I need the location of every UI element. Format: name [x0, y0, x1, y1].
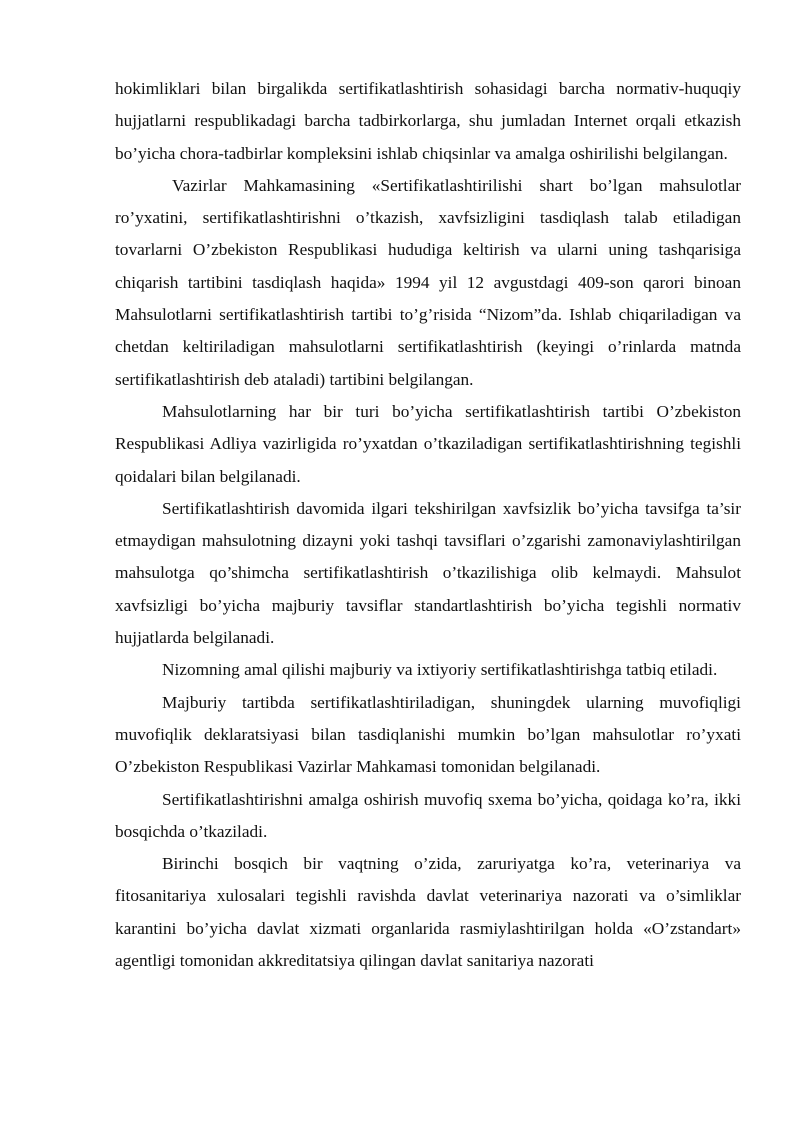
- document-body: [115, 73, 741, 977]
- paragraph-ikki-bosqich: Sertifikatlashtirishni amalga oshirish muvofiq sxema bo’yicha, qoidaga ko’ra, ikki bosqichda o’tkaziladi.: [115, 789, 741, 841]
- paragraph-nizom-amal: Nizomning amal qilishi majburiy va ixtiyoriy sertifikatlashtirishga tatbiq etiladi.: [162, 660, 718, 680]
- paragraph-mahsulotlar-turi: Mahsulotlarning har bir turi bo’yicha sertifikatlashtirish tartibi O’zbekiston Respublikasi Adliya vazirligida ro’yxatdan o’tkaziladigan sertifikatlashtirishning tegishli qoidalari bilan belgilanadi.: [115, 401, 741, 486]
- paragraph-majburiy-tartibda: Majburiy tartibda sertifikatlashtiriladigan, shuningdek ularning muvofiqligi muvofiqlik deklaratsiyasi bilan tasdiqlanishi mumkin bo’lgan mahsulotlar ro’yxati O’zbekiston Respublikasi Vazirlar Mahkamasi tomonidan belgilanadi.: [115, 692, 741, 777]
- paragraph-sertifikatlashtirish-davomida: Sertifikatlashtirish davomida ilgari tekshirilgan xavfsizlik bo’yicha tavsifga ta’sir etmaydigan mahsulotning dizayni yoki tashqi tavsiflari o’zgarishi zamonaviylashtirilgan mahsulotga qo’shimcha sertifikatlashtirish o’tkazilishiga olib kelmaydi. Mahsulot xavfsizligi bo’yicha majburiy tavsiflar standartlashtirish bo’yicha tegishli normativ hujjatlarda belgilanadi.: [115, 498, 741, 648]
- paragraph-birinchi-bosqich: Birinchi bosqich bir vaqtning o’zida, zaruriyatga ko’ra, veterinariya va fitosanitariya xulosalari tegishli ravishda davlat veterinariya nazorati va o’simliklar karantini bo’yicha davlat xizmati organlarida rasmiylashtirilgan holda «O’zstandart» agentligi tomonidan akkreditatsiya qilingan davlat sanitariya nazorati: [115, 854, 741, 971]
- paragraph-continuation: hokimliklari bilan birgalikda sertifikatlashtirish sohasidagi barcha normativ-huquqiy hujjatlarni respublikadagi barcha tadbirkorlarga, shu jumladan Internet orqali etkazish bo’yicha chora-tadbirlar kompleksini ishlab chiqsinlar va amalga oshirilishi belgilangan.: [115, 79, 741, 163]
- paragraph-vazirlar-mahkamasi: Vazirlar Mahkamasining «Sertifikatlashtirilishi shart bo’lgan mahsulotlar ro’yxatini, sertifikatlashtirishni o’tkazish, xavfsizligini tasdiqlash talab etiladigan tovarlarni O’zbekiston Respublikasi hududiga keltirish va ularni uning tashqarisiga chiqarish tartibini tasdiqlash haqida» 1994 yil 12 avgustdagi 409-son qarori binoan Mahsulotlarni sertifikatlashtirish tartibi to’g’risida “Nizom”da. Ishlab chiqariladigan va chetdan keltiriladigan mahsulotlarni sertifikatlashtirish (keyingi o’rinlarda matnda sertifikatlashtirish deb ataladi) tartibini belgilangan.: [115, 175, 741, 389]
